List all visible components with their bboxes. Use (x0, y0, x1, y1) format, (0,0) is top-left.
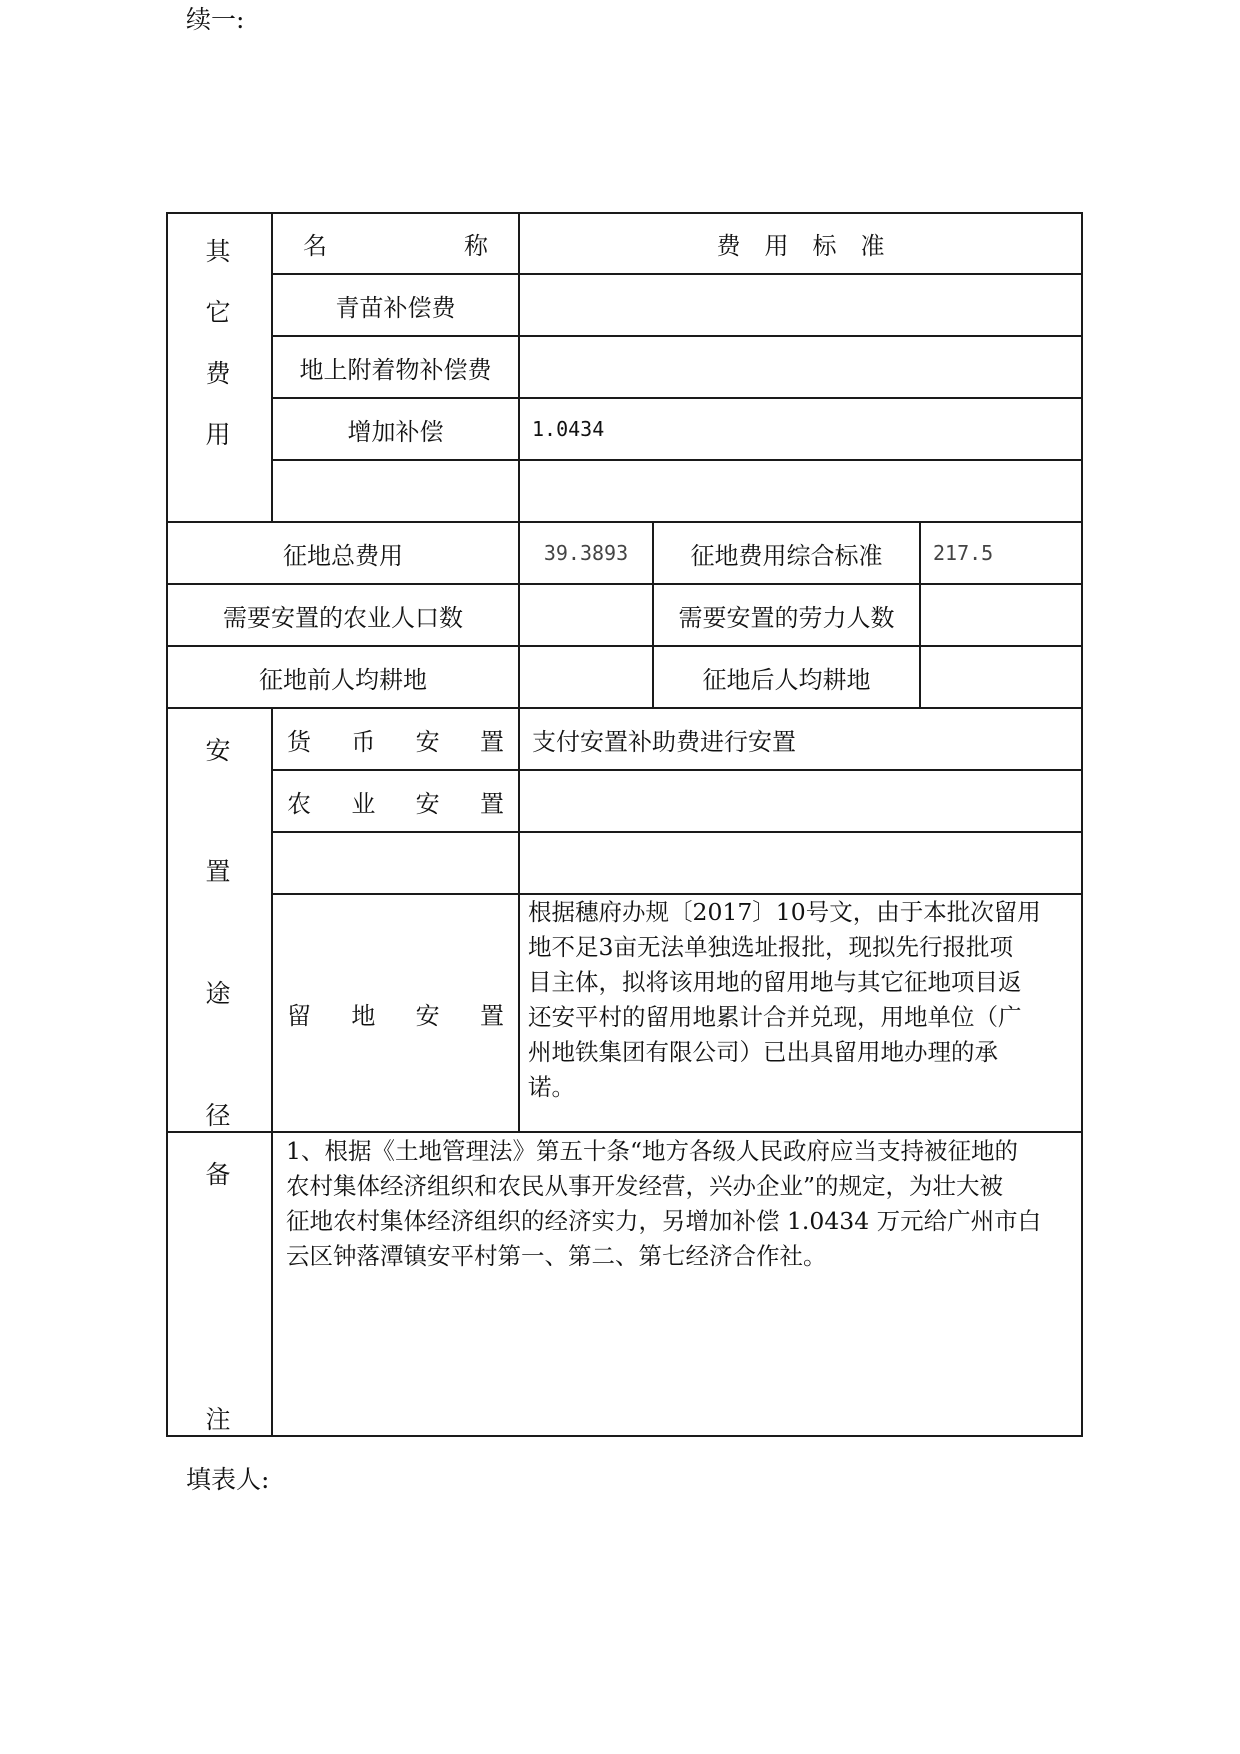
labor-count-label: 需要安置的劳力人数 (678, 603, 895, 632)
farmland-after-value (921, 647, 1081, 707)
resettlement-reserved-land-label: 留 地 安 置 (287, 1001, 504, 1030)
agri-population-value (520, 585, 652, 645)
resettlement-blank-value (520, 833, 1081, 893)
resettlement-monetary-value: 支付安置补助费进行安置 (532, 727, 796, 756)
fee-value-blank (520, 461, 1081, 521)
resettlement-side-char: 置 (205, 857, 231, 886)
remarks-side-char: 备 (205, 1160, 231, 1189)
resettlement-reserved-land-value: 根据穗府办规〔2017〕10号文，由于本批次留用 地不足3亩无法单独选址报批，现拟先行报批项 目主体，拟将该用地的留用地与其它征地项目返 还安平村的留用地累计合并兑现，用地单位（广 州地铁集团有限公司）已出具留用地办理的承 诺。 (528, 898, 1041, 1101)
total-fee-value: 39.3893 (543, 541, 629, 565)
other-fees-side-char: 它 (205, 298, 231, 327)
labor-count-value (921, 585, 1081, 645)
fee-value-additional: 1.0434 (532, 417, 605, 441)
resettlement-monetary-label: 货 币 安 置 (287, 727, 504, 756)
fee-name-additional: 增加补偿 (347, 417, 444, 446)
fee-value-green-crops (520, 275, 1081, 335)
resettlement-agricultural-value (520, 771, 1081, 831)
farmland-before-value (520, 647, 652, 707)
remarks-side-char: 注 (205, 1405, 231, 1434)
column-header-standard: 费 用 标 准 (716, 232, 885, 260)
fee-name-green-crops: 青苗补偿费 (335, 293, 456, 322)
other-fees-side-char: 其 (205, 237, 231, 266)
other-fees-side-char: 用 (205, 420, 231, 449)
remarks-text: 1、根据《土地管理法》第五十条“地方各级人民政府应当支持被征地的 农村集体经济组织和农民从事开发经营，兴办企业”的规定，为壮大被 征地农村集体经济组织的经济实力，另增加补偿 1.0434 万元给广州市白 云区钟落潭镇安平村第一、第二、第七经济合作社。 (286, 1137, 1042, 1270)
agri-population-label: 需要安置的农业人口数 (223, 603, 463, 632)
total-fee-label: 征地总费用 (283, 541, 403, 570)
farmland-after-label: 征地后人均耕地 (702, 665, 871, 694)
fee-name-blank (273, 461, 518, 521)
land-acquisition-table (166, 212, 1083, 1437)
fee-name-attachments: 地上附着物补偿费 (299, 355, 492, 384)
resettlement-side-char: 安 (205, 736, 231, 765)
resettlement-side-char: 径 (205, 1101, 231, 1130)
continued-label: 续一: (186, 5, 245, 34)
column-header-name: 名 称 (303, 232, 488, 260)
resettlement-blank-label (273, 833, 518, 893)
composite-standard-value: 217.5 (933, 541, 994, 565)
form-filler-label: 填表人: (186, 1465, 270, 1494)
other-fees-side-char: 费 (205, 359, 231, 388)
resettlement-side-char: 途 (205, 979, 231, 1008)
fee-value-attachments (520, 337, 1081, 397)
composite-standard-label: 征地费用综合标准 (690, 541, 883, 570)
farmland-before-label: 征地前人均耕地 (259, 665, 427, 694)
resettlement-agricultural-label: 农 业 安 置 (287, 789, 504, 818)
